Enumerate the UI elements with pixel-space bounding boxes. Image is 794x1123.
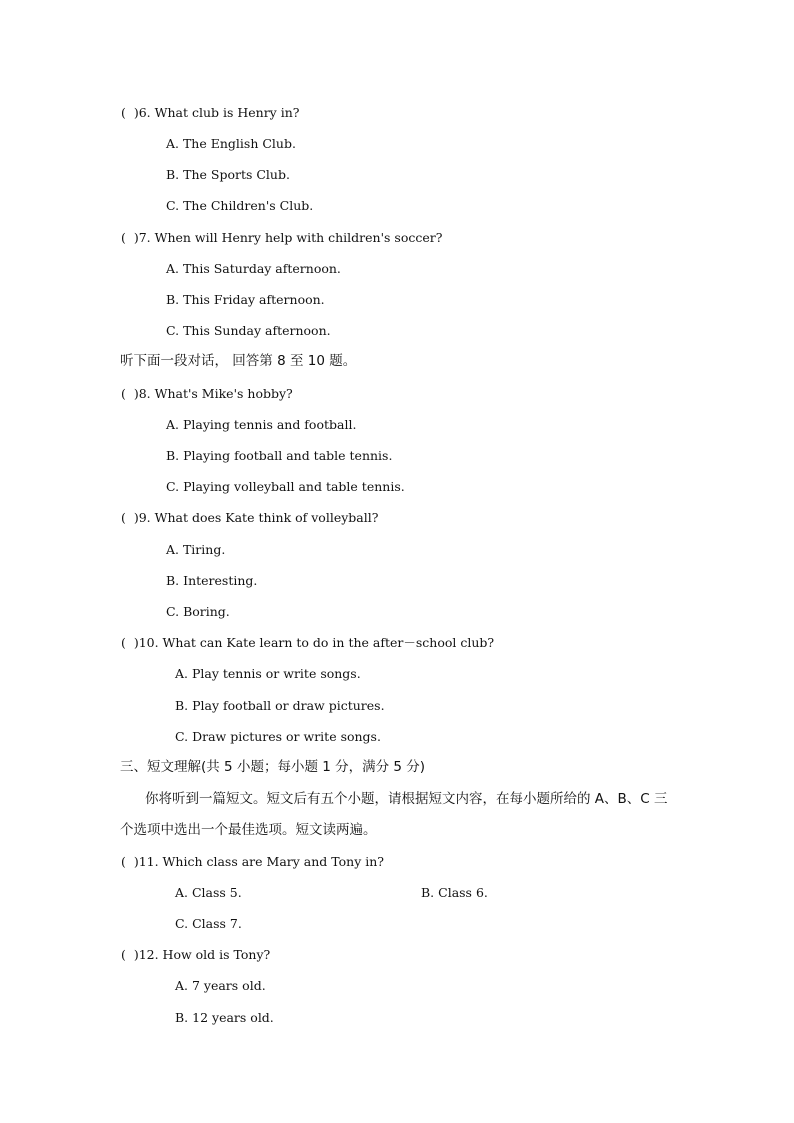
question-10-stem: ( )10. What can Kate learn to do in the after－school club? [121, 635, 495, 650]
question-7-option-b: B. This Friday afternoon. [166, 292, 325, 307]
section-3-instruction-line-1: 你将听到一篇短文。短文后有五个小题，请根据短文内容，在每小题所给的 A、B、C 三 [145, 791, 668, 807]
question-10-option-c: C. Draw pictures or write songs. [175, 729, 381, 744]
question-10-option-b: B. Play football or draw pictures. [175, 698, 385, 713]
listening-instruction-8-10: 听下面一段对话， 回答第 8 至 10 题。 [120, 353, 357, 369]
section-3-instruction-line-2: 个选项中选出一个最佳选项。短文读两遍。 [120, 822, 377, 838]
question-6-option-a: A. The English Club. [166, 136, 296, 151]
question-12-option-a: A. 7 years old. [175, 978, 266, 993]
question-8-option-a: A. Playing tennis and football. [166, 417, 357, 432]
question-11-option-b: B. Class 6. [421, 885, 488, 900]
question-8-option-c: C. Playing volleyball and table tennis. [166, 479, 405, 494]
question-6-stem: ( )6. What club is Henry in? [121, 105, 300, 120]
question-9-stem: ( )9. What does Kate think of volleyball? [121, 510, 379, 525]
question-8-stem: ( )8. What's Mike's hobby? [121, 386, 293, 401]
question-9-option-a: A. Tiring. [166, 542, 226, 557]
question-9-option-b: B. Interesting. [166, 573, 258, 588]
question-11-option-a: A. Class 5. [175, 885, 242, 900]
question-12-stem: ( )12. How old is Tony? [121, 947, 271, 962]
question-12-option-b: B. 12 years old. [175, 1010, 274, 1025]
question-6-option-c: C. The Children's Club. [166, 198, 314, 213]
question-7-option-c: C. This Sunday afternoon. [166, 323, 331, 338]
question-9-option-c: C. Boring. [166, 604, 230, 619]
section-3-heading: 三、短文理解(共 5 小题；每小题 1 分，满分 5 分) [120, 759, 426, 775]
question-11-stem: ( )11. Which class are Mary and Tony in? [121, 854, 384, 869]
question-11-option-c: C. Class 7. [175, 916, 242, 931]
question-10-option-a: A. Play tennis or write songs. [175, 666, 361, 681]
question-8-option-b: B. Playing football and table tennis. [166, 448, 393, 463]
question-7-option-a: A. This Saturday afternoon. [166, 261, 341, 276]
question-6-option-b: B. The Sports Club. [166, 167, 290, 182]
question-7-stem: ( )7. When will Henry help with children's soccer? [121, 230, 443, 245]
